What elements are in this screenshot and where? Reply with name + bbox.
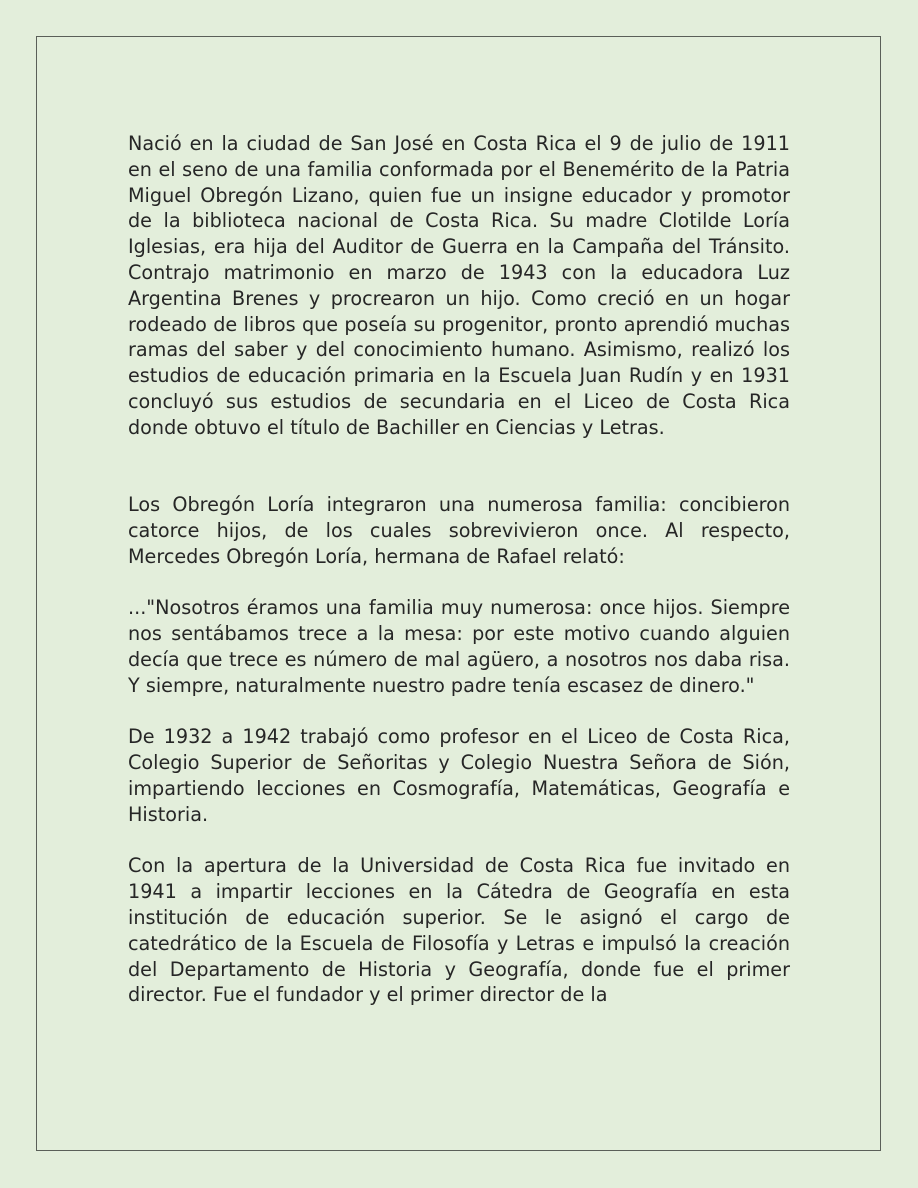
paragraph-university: Con la apertura de la Universidad de Costa Rica fue invitado en 1941 a impartir lecciones en la Cátedra de Geografía en esta institución de educación superior. Se le asignó el cargo de catedrático de la Escuela de Filosofía y Letras e impulsó la creación del Departamento de Historia y Geografía, donde fue el primer director. Fue el fundador y el primer director de la xyxy=(128,854,790,1007)
paragraph-quote: ..."Nosotros éramos una familia muy numerosa: once hijos. Siempre nos sentábamos trece a la mesa: por este motivo cuando alguien decía que trece es número de mal agüero, a nosotros nos daba risa. Y siempre, naturalmente nuestro padre tenía escasez de dinero." xyxy=(128,596,790,697)
paragraph-teaching: De 1932 a 1942 trabajó como profesor en el Liceo de Costa Rica, Colegio Superior de Señoritas y Colegio Nuestra Señora de Sión, impartiendo lecciones en Cosmografía, Matemáticas, Geografía e Historia. xyxy=(128,725,790,826)
paragraph-family: Los Obregón Loría integraron una numerosa familia: concibieron catorce hijos, de los cuales sobrevivieron once. Al respecto, Mercedes Obregón Loría, hermana de Rafael relató: xyxy=(128,493,790,568)
paragraph-biography-intro: Nació en la ciudad de San José en Costa Rica el 9 de julio de 1911 en el seno de una familia conformada por el Benemérito de la Patria Miguel Obregón Lizano, quien fue un insigne educador y promotor de la biblioteca nacional de Costa Rica. Su madre Clotilde Loría Iglesias, era hija del Auditor de Guerra en la Campaña del Tránsito. Contrajo matrimonio en marzo de 1943 con la educadora Luz Argentina Brenes y procrearon un hijo. Como creció en un hogar rodeado de libros que poseía su progenitor, pronto aprendió muchas ramas del saber y del conocimiento humano. Asimismo, realizó los estudios de educación primaria en la Escuela Juan Rudín y en 1931 concluyó sus estudios de secundaria en el Liceo de Costa Rica donde obtuvo el título de Bachiller en Ciencias y Letras. xyxy=(128,132,790,439)
document-body xyxy=(128,131,790,1008)
